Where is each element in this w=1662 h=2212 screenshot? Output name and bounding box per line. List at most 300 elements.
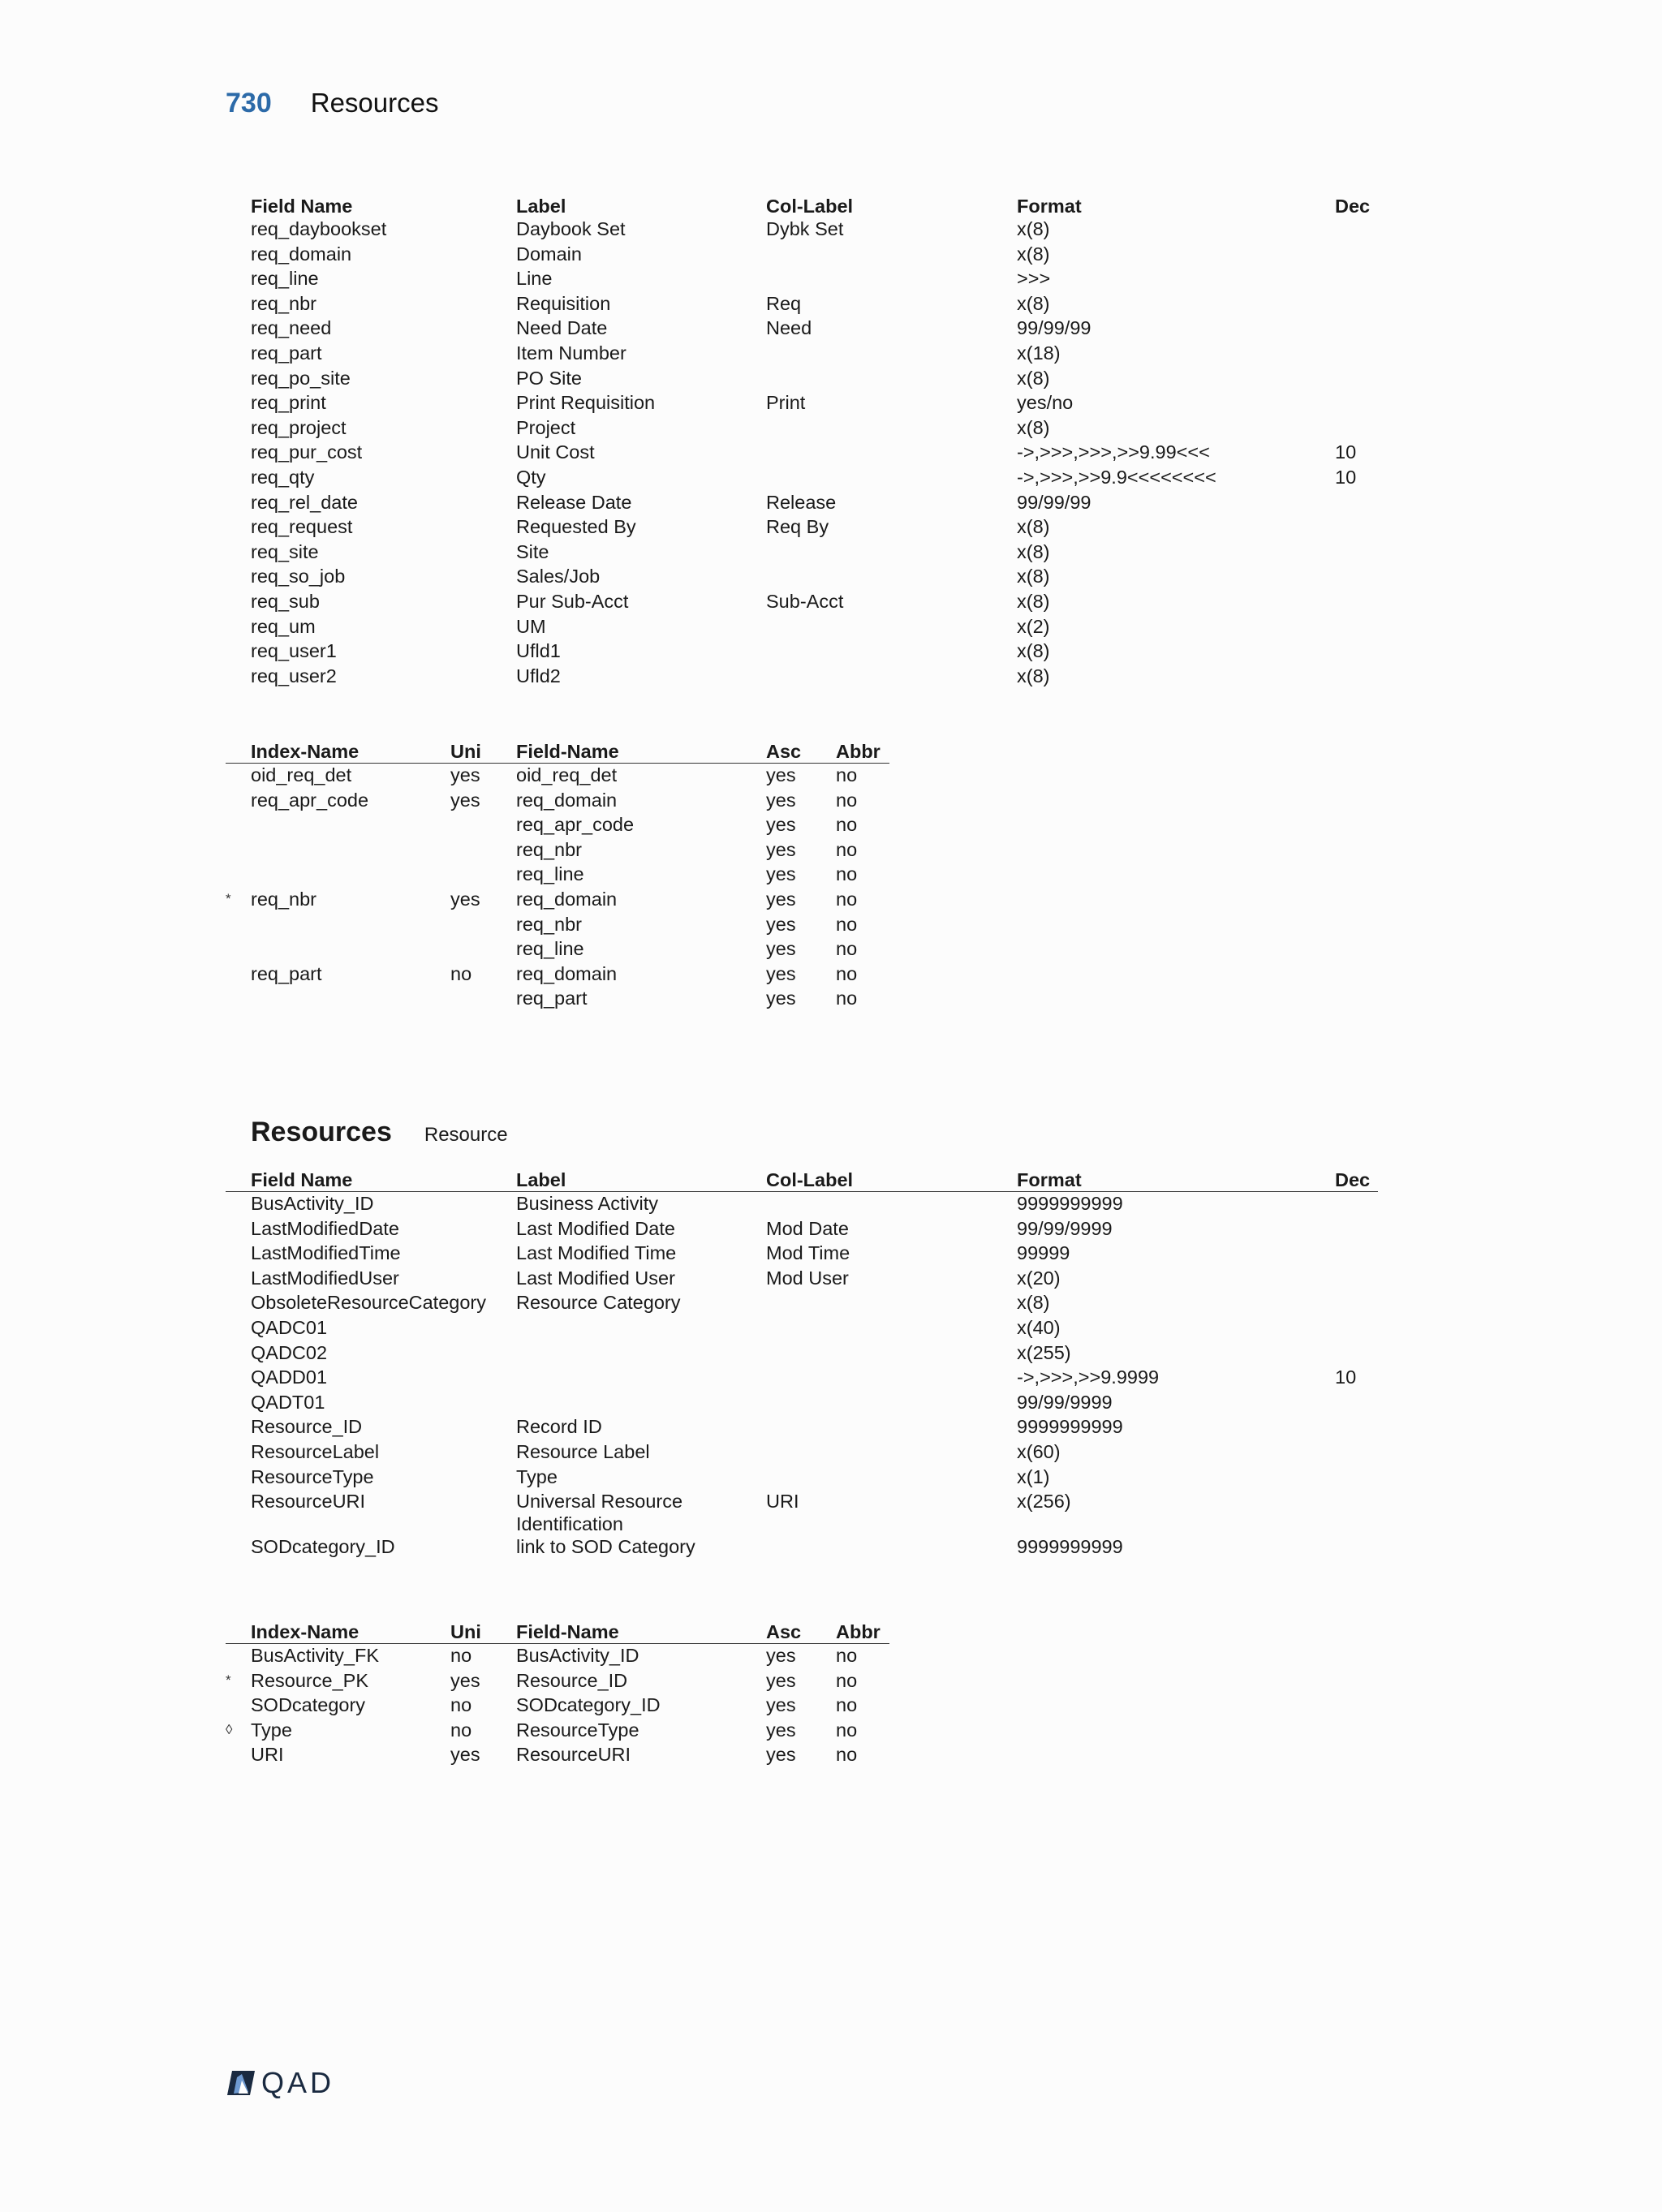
index-marker [226, 367, 251, 392]
cell-col-label [766, 342, 1017, 367]
cell-field-name: req_request [251, 516, 353, 538]
cell-field-name: req_so_job [251, 566, 346, 587]
table-row [226, 565, 1378, 590]
table-row [226, 838, 889, 863]
index-marker [226, 1291, 251, 1316]
resource-index-table [226, 1619, 889, 1768]
table-row [226, 615, 1378, 640]
cell-format: ->,>>>,>>>,>>9.99<<< [1017, 441, 1210, 463]
col-header-field-name: Field-Name [516, 738, 766, 764]
cell-label: Need Date [516, 317, 608, 339]
table-row [226, 665, 1378, 690]
cell-col-label: Req [766, 292, 802, 314]
cell-col-label [766, 1440, 1017, 1465]
col-header-field-name: Field Name [251, 196, 353, 217]
cell-uni: no [450, 1645, 472, 1666]
cell-field-name: req_sub [251, 590, 320, 612]
cell-uni [450, 987, 516, 1012]
cell-field-name: SODcategory_ID [516, 1694, 661, 1716]
cell-field-name: req_line [516, 863, 584, 885]
cell-dec [1335, 243, 1378, 268]
cell-field-name: LastModifiedUser [251, 1267, 399, 1289]
cell-format: x(8) [1017, 416, 1050, 438]
table-row [226, 1440, 1378, 1465]
cell-col-label [766, 1391, 1017, 1416]
cell-asc: yes [766, 789, 796, 811]
cell-label [516, 1316, 766, 1341]
index-marker [226, 665, 251, 690]
cell-format: 99/99/99 [1017, 317, 1091, 339]
index-marker [226, 789, 251, 814]
cell-dec [1335, 1341, 1378, 1366]
cell-dec [1335, 367, 1378, 392]
cell-field-name: req_part [251, 342, 322, 364]
cell-index-name [251, 937, 450, 962]
index-marker [226, 1316, 251, 1341]
table-row [226, 1242, 1378, 1267]
cell-uni: yes [450, 888, 480, 910]
col-header-label: Label [516, 196, 566, 217]
cell-format: x(256) [1017, 1491, 1071, 1513]
index-marker [226, 1743, 251, 1768]
cell-dec [1335, 590, 1378, 615]
cell-index-name: req_nbr [251, 888, 316, 910]
index-marker [226, 217, 251, 243]
qad-logo-text: QAD [261, 2066, 335, 2099]
cell-col-label [766, 367, 1017, 392]
resource-field-table [226, 1167, 1378, 1560]
cell-field-name: SODcategory_ID [251, 1536, 395, 1558]
cell-abbr: no [836, 1719, 858, 1741]
index-marker: ◊ [226, 1721, 233, 1737]
cell-uni [450, 813, 516, 838]
cell-label: Resource Label [516, 1440, 650, 1462]
cell-uni: no [450, 1719, 472, 1741]
cell-dec [1335, 639, 1378, 665]
cell-field-name: req_domain [516, 888, 618, 910]
cell-index-name: URI [251, 1744, 284, 1766]
cell-asc: yes [766, 1694, 796, 1716]
cell-dec [1335, 1192, 1378, 1217]
table-row [226, 491, 1378, 516]
cell-label: Resource Category [516, 1292, 681, 1314]
index-marker [226, 267, 251, 292]
cell-format: 9999999999 [1017, 1416, 1123, 1438]
index-marker [226, 1366, 251, 1391]
table-row [226, 1719, 889, 1744]
cell-format: x(8) [1017, 640, 1050, 662]
table-row [226, 1341, 1378, 1366]
cell-label: Last Modified Time [516, 1242, 677, 1264]
table-row [226, 1535, 1378, 1560]
table-row [226, 1743, 889, 1768]
cell-index-name [251, 913, 450, 938]
cell-dec [1335, 391, 1378, 416]
cell-dec [1335, 292, 1378, 317]
table-row [226, 1316, 1378, 1341]
index-marker [226, 1490, 251, 1535]
cell-field-name: ResourceLabel [251, 1440, 380, 1462]
cell-col-label: Mod User [766, 1267, 849, 1289]
table-row [226, 466, 1378, 491]
cell-format: 99/99/9999 [1017, 1391, 1113, 1413]
cell-field-name: BusActivity_ID [516, 1645, 639, 1666]
cell-format: ->,>>>,>>9.9<<<<<<<< [1017, 466, 1216, 488]
cell-abbr: no [836, 764, 858, 785]
cell-format: >>> [1017, 268, 1051, 290]
cell-uni: yes [450, 789, 480, 811]
cell-format: x(18) [1017, 342, 1061, 364]
index-marker [226, 1415, 251, 1440]
index-marker [226, 1465, 251, 1491]
cell-uni: yes [450, 1744, 480, 1766]
cell-dec [1335, 217, 1378, 243]
table-row [226, 789, 889, 814]
cell-dec [1335, 267, 1378, 292]
cell-col-label [766, 1316, 1017, 1341]
cell-dec [1335, 1242, 1378, 1267]
index-marker [226, 342, 251, 367]
table-row [226, 316, 1378, 342]
cell-label: Requested By [516, 516, 636, 538]
cell-dec [1335, 1415, 1378, 1440]
cell-col-label [766, 615, 1017, 640]
cell-field-name: LastModifiedDate [251, 1217, 399, 1239]
table-row [226, 590, 1378, 615]
cell-col-label [766, 1192, 1017, 1217]
cell-field-name: req_domain [516, 962, 618, 984]
cell-asc: yes [766, 863, 796, 885]
running-section-title: Resources [310, 88, 439, 118]
cell-col-label: Dybk Set [766, 218, 844, 239]
col-header-asc: Asc [766, 1619, 836, 1644]
qad-logo [226, 2066, 334, 2100]
cell-label: Universal Resource Identification [516, 1491, 683, 1535]
cell-field-name: req_nbr [516, 913, 582, 935]
index-marker [226, 913, 251, 938]
cell-uni [450, 863, 516, 888]
cell-label: Release Date [516, 491, 632, 513]
col-header-abbr: Abbr [836, 1619, 889, 1644]
table-row [226, 813, 889, 838]
cell-col-label [766, 1535, 1017, 1560]
resources-section-heading [251, 1117, 508, 1148]
col-header-label: Label [516, 1167, 766, 1192]
cell-col-label [766, 1291, 1017, 1316]
index-marker [226, 515, 251, 540]
cell-label: Business Activity [516, 1193, 659, 1214]
index-marker [226, 962, 251, 988]
cell-abbr: no [836, 1669, 858, 1691]
index-marker [226, 1242, 251, 1267]
cell-col-label [766, 267, 1017, 292]
cell-label: UM [516, 615, 546, 637]
index-marker [226, 1535, 251, 1560]
cell-asc: yes [766, 764, 796, 785]
cell-label [516, 1391, 766, 1416]
cell-label [516, 1341, 766, 1366]
table-row [226, 962, 889, 988]
table-row [226, 1291, 1378, 1316]
cell-index-name: Resource_PK [251, 1669, 368, 1691]
index-marker [226, 1693, 251, 1719]
cell-format: 9999999999 [1017, 1536, 1123, 1558]
cell-col-label [766, 1341, 1017, 1366]
cell-dec [1335, 1267, 1378, 1292]
cell-label: Unit Cost [516, 441, 595, 463]
index-marker [226, 391, 251, 416]
cell-index-name: oid_req_det [251, 764, 352, 785]
table-row [226, 639, 1378, 665]
cell-label: Requisition [516, 292, 611, 314]
cell-asc: yes [766, 1669, 796, 1691]
cell-format: ->,>>>,>>9.9999 [1017, 1366, 1160, 1388]
table-row [226, 1669, 889, 1694]
cell-label: Type [516, 1465, 558, 1487]
cell-field-name: req_domain [516, 789, 618, 811]
cell-col-label [766, 1415, 1017, 1440]
cell-format: x(20) [1017, 1267, 1061, 1289]
table-row [226, 342, 1378, 367]
cell-field-name: req_daybookset [251, 218, 387, 239]
cell-field-name: req_po_site [251, 367, 351, 389]
cell-label [516, 1366, 766, 1391]
table-row [226, 764, 889, 789]
cell-field-name: req_domain [251, 243, 352, 265]
index-marker [226, 466, 251, 491]
req-field-table [226, 193, 1378, 689]
cell-dec [1335, 665, 1378, 690]
cell-col-label [766, 1366, 1017, 1391]
cell-field-name: req_line [251, 268, 319, 290]
col-header-uni: Uni [450, 1619, 516, 1644]
cell-asc: yes [766, 838, 796, 860]
page-number: 730 [226, 88, 272, 118]
table-row [226, 1391, 1378, 1416]
index-marker [226, 1440, 251, 1465]
table-row [226, 292, 1378, 317]
cell-index-name [251, 863, 450, 888]
cell-dec [1335, 1217, 1378, 1242]
cell-abbr: no [836, 814, 858, 836]
cell-field-name: req_apr_code [516, 814, 635, 836]
cell-field-name: req_um [251, 615, 316, 637]
table-row [226, 1490, 1378, 1535]
index-marker [226, 1391, 251, 1416]
cell-dec [1335, 565, 1378, 590]
cell-abbr: no [836, 938, 858, 960]
table-row [226, 987, 889, 1012]
cell-dec [1335, 416, 1378, 441]
col-header-uni: Uni [450, 738, 516, 764]
page-header [226, 88, 438, 119]
cell-abbr: no [836, 913, 858, 935]
cell-field-name: req_nbr [516, 838, 582, 860]
table-row [226, 1465, 1378, 1491]
cell-uni [450, 838, 516, 863]
cell-format: x(8) [1017, 540, 1050, 562]
cell-format: x(8) [1017, 665, 1050, 686]
cell-format: x(8) [1017, 590, 1050, 612]
cell-format: 99/99/99 [1017, 491, 1091, 513]
index-marker [226, 838, 251, 863]
cell-label: Project [516, 416, 576, 438]
cell-asc: yes [766, 913, 796, 935]
cell-field-name: req_project [251, 416, 347, 438]
table-row [226, 367, 1378, 392]
cell-format: x(8) [1017, 367, 1050, 389]
cell-format: x(8) [1017, 243, 1050, 265]
cell-asc: yes [766, 1645, 796, 1666]
cell-field-name: req_print [251, 392, 326, 414]
cell-format: x(8) [1017, 566, 1050, 587]
cell-asc: yes [766, 1744, 796, 1766]
cell-index-name: req_part [251, 962, 322, 984]
cell-abbr: no [836, 988, 858, 1009]
cell-col-label: Release [766, 491, 837, 513]
cell-field-name: BusActivity_ID [251, 1193, 374, 1214]
cell-abbr: no [836, 789, 858, 811]
cell-field-name: req_user1 [251, 640, 337, 662]
cell-label: Ufld2 [516, 665, 561, 686]
cell-asc: yes [766, 1719, 796, 1741]
cell-col-label: Print [766, 392, 806, 414]
cell-field-name: LastModifiedTime [251, 1242, 401, 1264]
cell-label: Item Number [516, 342, 626, 364]
cell-dec [1335, 1465, 1378, 1491]
table-row [226, 515, 1378, 540]
index-marker [226, 1341, 251, 1366]
section-title: Resources [251, 1117, 392, 1147]
cell-uni: yes [450, 1669, 480, 1691]
index-marker [226, 639, 251, 665]
table-row [226, 937, 889, 962]
cell-field-name: Resource_ID [251, 1416, 363, 1438]
col-header-dec: Dec [1335, 1167, 1378, 1192]
cell-format: x(2) [1017, 615, 1050, 637]
cell-col-label: Need [766, 317, 812, 339]
cell-label: Qty [516, 466, 546, 488]
table-row [226, 391, 1378, 416]
cell-field-name: req_line [516, 938, 584, 960]
index-marker [226, 813, 251, 838]
cell-field-name: QADC02 [251, 1341, 328, 1363]
cell-field-name: ResourceURI [251, 1491, 366, 1513]
cell-format: x(40) [1017, 1316, 1061, 1338]
cell-field-name: ResourceType [251, 1465, 374, 1487]
cell-index-name [251, 987, 450, 1012]
cell-uni: no [450, 962, 472, 984]
cell-dec [1335, 1440, 1378, 1465]
cell-index-name [251, 838, 450, 863]
col-header-field-name: Field Name [251, 1167, 516, 1192]
cell-col-label: URI [766, 1491, 799, 1513]
cell-col-label [766, 441, 1017, 466]
cell-field-name: ObsoleteResourceCategory [251, 1292, 486, 1314]
cell-field-name: Resource_ID [516, 1669, 628, 1691]
index-marker [226, 764, 251, 789]
cell-format: 99/99/9999 [1017, 1217, 1113, 1239]
cell-field-name: req_user2 [251, 665, 337, 686]
table-row [226, 267, 1378, 292]
cell-index-name: SODcategory [251, 1694, 366, 1716]
req-index-table [226, 738, 889, 1012]
table-row [226, 441, 1378, 466]
col-header-index-name: Index-Name [251, 738, 450, 764]
table-row [226, 888, 889, 913]
cell-uni: yes [450, 764, 480, 785]
cell-uni: no [450, 1694, 472, 1716]
col-header-asc: Asc [766, 738, 836, 764]
cell-field-name: req_pur_cost [251, 441, 363, 463]
qad-logo-icon [226, 2069, 256, 2097]
cell-format: 9999999999 [1017, 1193, 1123, 1214]
cell-asc: yes [766, 938, 796, 960]
table-row [226, 243, 1378, 268]
cell-dec [1335, 342, 1378, 367]
cell-label: Record ID [516, 1416, 602, 1438]
cell-format: x(255) [1017, 1341, 1071, 1363]
cell-label: Last Modified Date [516, 1217, 675, 1239]
cell-dec: 10 [1335, 1366, 1357, 1388]
index-marker [226, 863, 251, 888]
cell-format: 99999 [1017, 1242, 1070, 1264]
table-row [226, 863, 889, 888]
index-marker [226, 590, 251, 615]
index-marker: * [226, 890, 231, 906]
cell-label: link to SOD Category [516, 1536, 695, 1558]
cell-asc: yes [766, 888, 796, 910]
cell-field-name: req_need [251, 317, 332, 339]
cell-abbr: no [836, 1744, 858, 1766]
col-header-col-label: Col-Label [766, 196, 854, 217]
table-row [226, 1415, 1378, 1440]
cell-label: Domain [516, 243, 582, 265]
table-row [226, 1366, 1378, 1391]
cell-field-name: req_part [516, 988, 588, 1009]
table-row [226, 217, 1378, 243]
cell-field-name: oid_req_det [516, 764, 618, 785]
index-marker [226, 1644, 251, 1669]
cell-label: Last Modified User [516, 1267, 675, 1289]
cell-col-label: Mod Date [766, 1217, 849, 1239]
cell-col-label [766, 565, 1017, 590]
cell-col-label [766, 1465, 1017, 1491]
index-marker [226, 441, 251, 466]
cell-dec [1335, 1490, 1378, 1535]
cell-label: PO Site [516, 367, 582, 389]
cell-format: x(60) [1017, 1440, 1061, 1462]
col-header-index-name: Index-Name [251, 1619, 450, 1644]
table-row [226, 1217, 1378, 1242]
cell-field-name: QADC01 [251, 1316, 328, 1338]
cell-dec: 10 [1335, 466, 1357, 488]
table-row [226, 1192, 1378, 1217]
col-header-format: Format [1017, 1167, 1335, 1192]
cell-uni [450, 913, 516, 938]
col-header-dec: Dec [1335, 196, 1371, 217]
cell-dec [1335, 491, 1378, 516]
cell-label: Ufld1 [516, 640, 561, 662]
cell-dec [1335, 1316, 1378, 1341]
cell-uni [450, 937, 516, 962]
cell-col-label [766, 416, 1017, 441]
cell-format: x(8) [1017, 1292, 1050, 1314]
index-marker [226, 565, 251, 590]
cell-label: Line [516, 268, 553, 290]
cell-index-name [251, 813, 450, 838]
cell-field-name: req_qty [251, 466, 315, 488]
